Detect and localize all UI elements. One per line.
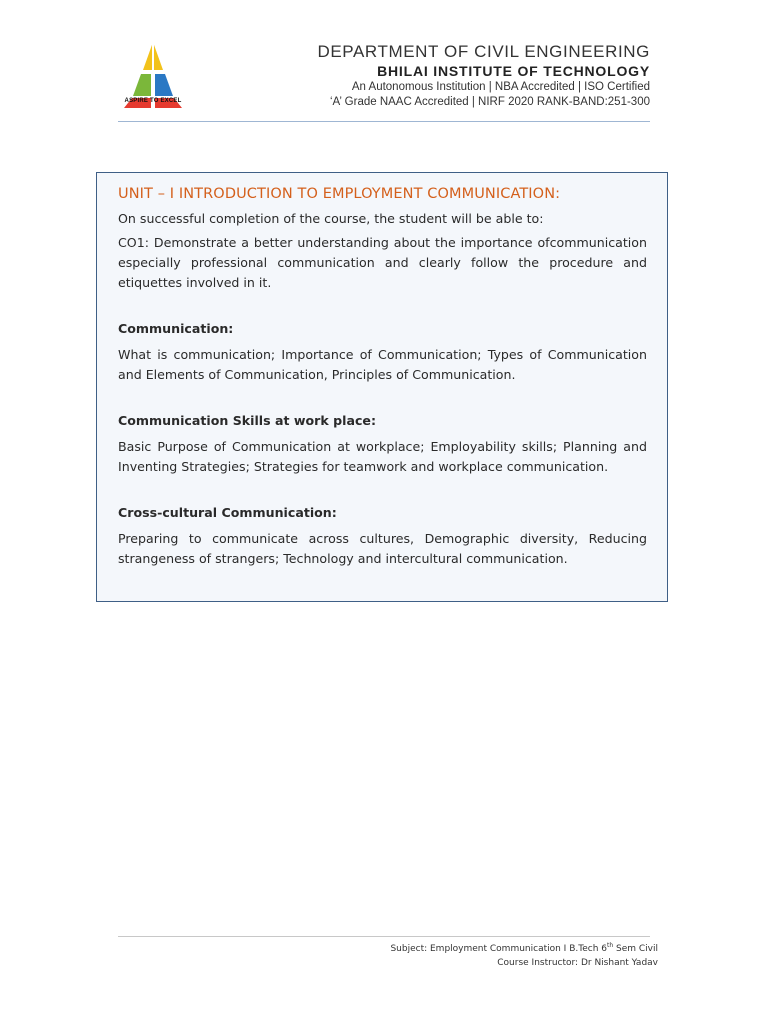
footer-instructor: Course Instructor: Dr Nishant Yadav bbox=[497, 958, 658, 968]
unit-title: UNIT – I INTRODUCTION TO EMPLOYMENT COMMUNICATION: bbox=[118, 186, 561, 202]
section-title-communication: Communication: bbox=[118, 321, 234, 336]
header-divider bbox=[118, 121, 650, 122]
course-outcome-intro: On successful completion of the course, the student will be able to: bbox=[118, 211, 544, 226]
accreditation-line-2: ‘A’ Grade NAAC Accredited | NIRF 2020 RANK-BAND:251-300 bbox=[329, 95, 650, 108]
unit-content-box bbox=[96, 172, 668, 602]
page-footer bbox=[390, 939, 658, 970]
footer-subject: Subject: Employment Communication I B.Tech 6th Sem Civil bbox=[390, 942, 658, 954]
footer-divider bbox=[118, 936, 650, 937]
section-title-workplace-skills: Communication Skills at work place: bbox=[118, 413, 376, 428]
accreditation-line-1: An Autonomous Institution | NBA Accredited | ISO Certified bbox=[351, 81, 650, 93]
course-outcome-co1: CO1: Demonstrate a better understanding about the importance ofcommunication especially professional communication and clearly follow the procedure and etiquettes involved in it. bbox=[118, 235, 647, 290]
department-name: DEPARTMENT OF CIVIL ENGINEERING bbox=[317, 42, 650, 61]
page-header bbox=[118, 40, 650, 120]
logo-caption: ASPIRE TO EXCEL bbox=[124, 98, 182, 104]
section-text-cross-cultural: Preparing to communicate across cultures, Demographic diversity, Reducing strangeness of strangers; Technology and intercultural communication. bbox=[118, 531, 647, 566]
section-text-workplace-skills: Basic Purpose of Communication at workplace; Employability skills; Planning and Inventing Strategies; Strategies for teamwork and workplace communication. bbox=[118, 439, 647, 474]
section-title-cross-cultural: Cross-cultural Communication: bbox=[118, 505, 337, 520]
header-text-block bbox=[317, 42, 650, 109]
section-text-communication: What is communication; Importance of Communication; Types of Communication and Elements of Communication, Principles of Communication. bbox=[118, 347, 647, 382]
institute-name: BHILAI INSTITUTE OF TECHNOLOGY bbox=[377, 63, 650, 79]
